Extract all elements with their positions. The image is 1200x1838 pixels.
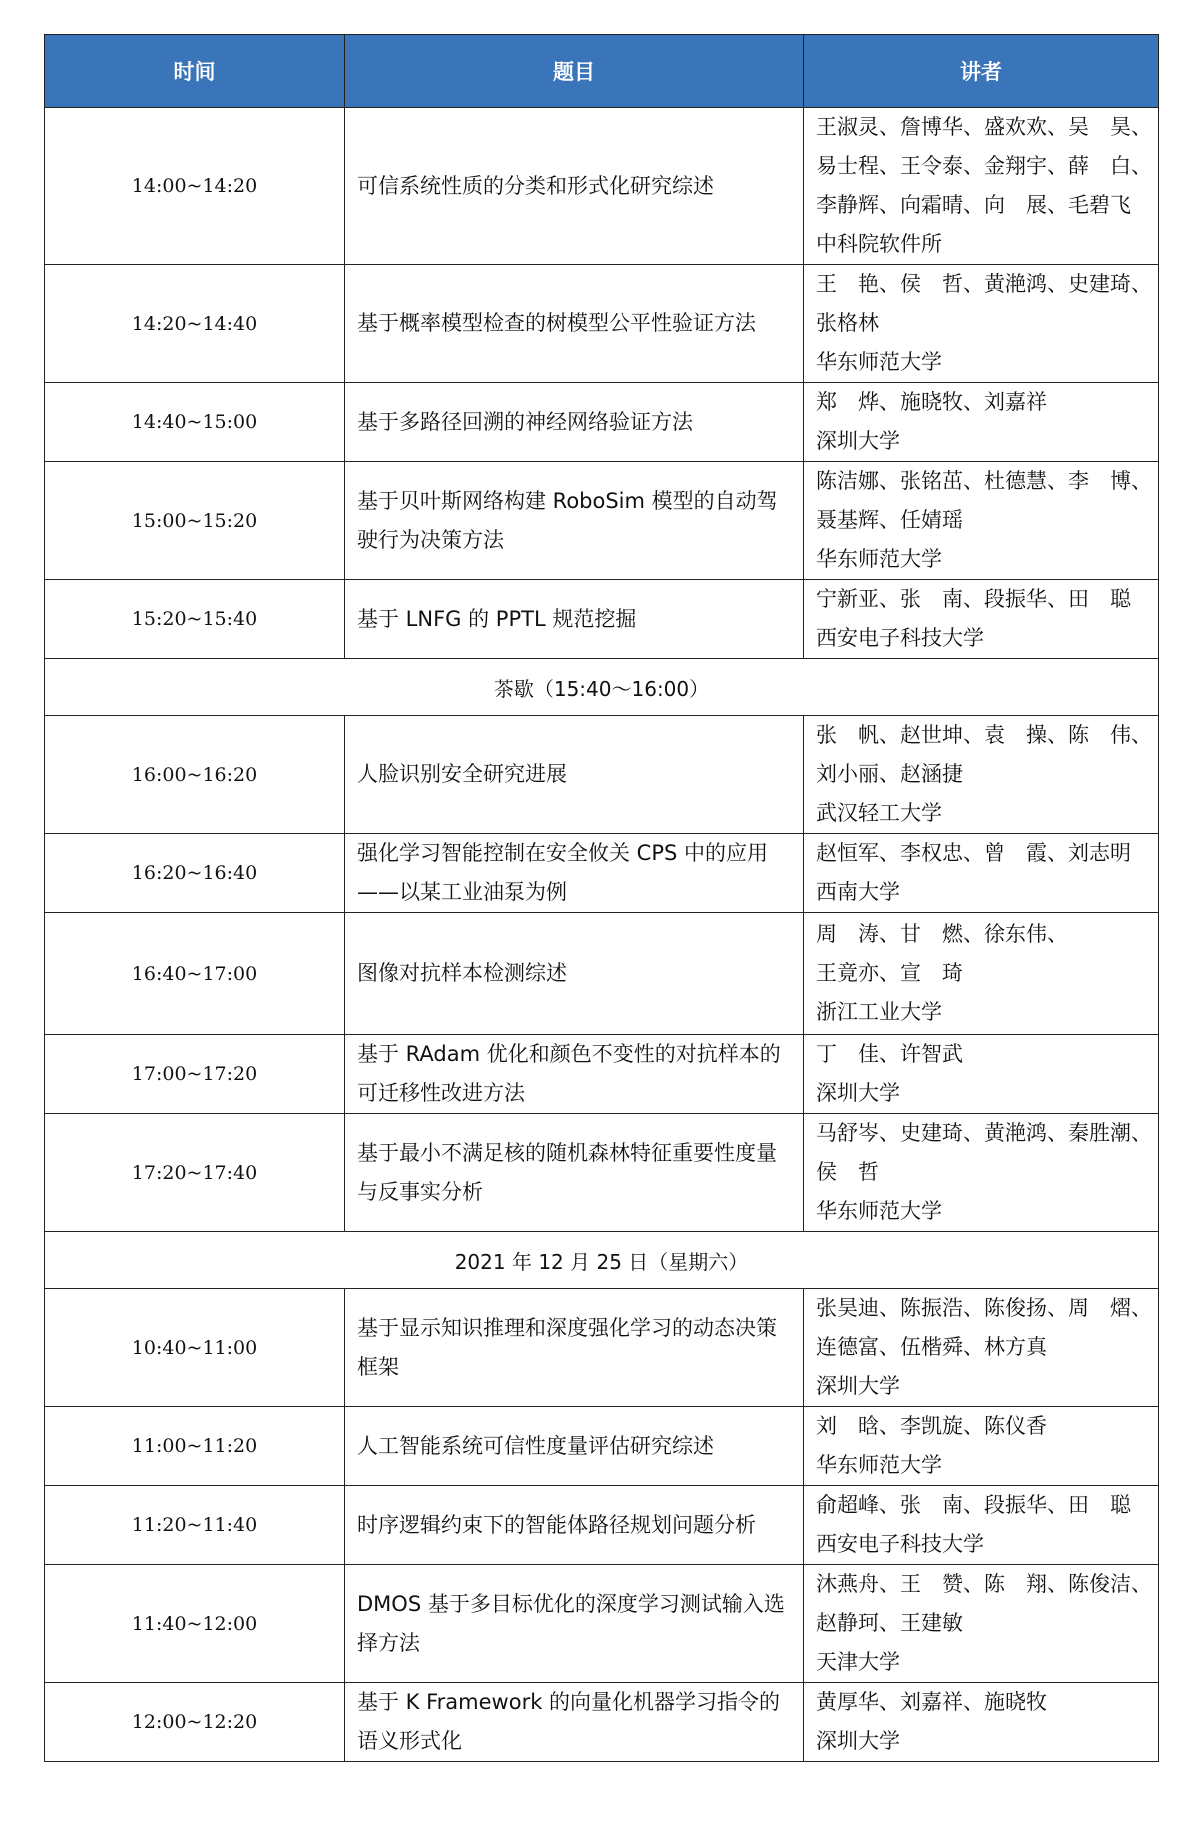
speaker-cell bbox=[804, 1035, 1159, 1114]
speaker-cell bbox=[804, 1565, 1159, 1683]
table-row bbox=[45, 462, 1159, 580]
topic-cell: 基于多路径回溯的神经网络验证方法 bbox=[345, 383, 804, 462]
speaker-names: 李静辉、向霜晴、向 展、毛碧飞 bbox=[816, 193, 1131, 217]
speaker-cell bbox=[804, 1407, 1159, 1486]
speaker-names: 陈洁娜、张铭茁、杜德慧、李 博、 bbox=[816, 469, 1152, 493]
table-row bbox=[45, 1114, 1159, 1232]
topic-cell: DMOS 基于多目标优化的深度学习测试输入选择方法 bbox=[345, 1565, 804, 1683]
speaker-names: 宁新亚、张 南、段振华、田 聪 bbox=[816, 587, 1131, 611]
topic-cell: 基于 K Framework 的向量化机器学习指令的语义形式化 bbox=[345, 1683, 804, 1762]
time-cell: 15:00~15:20 bbox=[45, 462, 345, 580]
speaker-cell bbox=[804, 108, 1159, 265]
time-cell: 14:20~14:40 bbox=[45, 265, 345, 383]
time-cell: 11:40~12:00 bbox=[45, 1565, 345, 1683]
speaker-names: 王 艳、侯 哲、黄滟鸿、史建琦、 bbox=[816, 272, 1152, 296]
table-row bbox=[45, 265, 1159, 383]
table-row bbox=[45, 108, 1159, 265]
header-speaker: 讲者 bbox=[804, 35, 1159, 108]
break-row-label: 茶歇（15:40～16:00） bbox=[45, 659, 1159, 716]
topic-cell: 图像对抗样本检测综述 bbox=[345, 913, 804, 1035]
break-row bbox=[45, 659, 1159, 716]
header-time: 时间 bbox=[45, 35, 345, 108]
speaker-names: 连德富、伍楷舜、林方真 bbox=[816, 1335, 1047, 1359]
speaker-names: 俞超峰、张 南、段振华、田 聪 bbox=[816, 1493, 1131, 1517]
time-cell: 14:40~15:00 bbox=[45, 383, 345, 462]
time-cell: 16:00~16:20 bbox=[45, 716, 345, 834]
speaker-cell bbox=[804, 716, 1159, 834]
topic-cell: 基于贝叶斯网络构建 RoboSim 模型的自动驾驶行为决策方法 bbox=[345, 462, 804, 580]
speaker-affiliation: 西安电子科技大学 bbox=[816, 626, 984, 650]
speaker-names: 王竟亦、宣 琦 bbox=[816, 961, 963, 985]
time-cell: 16:20~16:40 bbox=[45, 834, 345, 913]
speaker-affiliation: 武汉轻工大学 bbox=[816, 801, 942, 825]
speaker-affiliation: 天津大学 bbox=[816, 1650, 900, 1674]
speaker-affiliation: 浙江工业大学 bbox=[816, 1000, 942, 1024]
time-cell: 11:00~11:20 bbox=[45, 1407, 345, 1486]
speaker-affiliation: 深圳大学 bbox=[816, 429, 900, 453]
speaker-affiliation: 深圳大学 bbox=[816, 1374, 900, 1398]
speaker-affiliation: 深圳大学 bbox=[816, 1729, 900, 1753]
table-row bbox=[45, 913, 1159, 1035]
speaker-names: 聂基辉、任婧瑶 bbox=[816, 508, 963, 532]
topic-cell: 人脸识别安全研究进展 bbox=[345, 716, 804, 834]
speaker-cell bbox=[804, 1486, 1159, 1565]
speaker-names: 刘 晗、李凯旋、陈仪香 bbox=[816, 1414, 1047, 1438]
speaker-names: 赵恒军、李权忠、曾 霞、刘志明 bbox=[816, 841, 1131, 865]
topic-cell: 基于概率模型检查的树模型公平性验证方法 bbox=[345, 265, 804, 383]
speaker-cell bbox=[804, 913, 1159, 1035]
table-row bbox=[45, 716, 1159, 834]
topic-cell: 时序逻辑约束下的智能体路径规划问题分析 bbox=[345, 1486, 804, 1565]
table-row bbox=[45, 1035, 1159, 1114]
speaker-cell bbox=[804, 265, 1159, 383]
speaker-names: 黄厚华、刘嘉祥、施晓牧 bbox=[816, 1690, 1047, 1714]
topic-cell: 基于最小不满足核的随机森林特征重要性度量与反事实分析 bbox=[345, 1114, 804, 1232]
speaker-cell bbox=[804, 462, 1159, 580]
time-cell: 14:00~14:20 bbox=[45, 108, 345, 265]
time-cell: 17:20~17:40 bbox=[45, 1114, 345, 1232]
speaker-names: 张昊迪、陈振浩、陈俊扬、周 熠、 bbox=[816, 1296, 1152, 1320]
speaker-affiliation: 华东师范大学 bbox=[816, 350, 942, 374]
date-row-label: 2021 年 12 月 25 日（星期六） bbox=[45, 1232, 1159, 1289]
table-row bbox=[45, 580, 1159, 659]
speaker-affiliation: 西南大学 bbox=[816, 880, 900, 904]
topic-cell: 人工智能系统可信性度量评估研究综述 bbox=[345, 1407, 804, 1486]
date-row bbox=[45, 1232, 1159, 1289]
speaker-names: 马舒岑、史建琦、黄滟鸿、秦胜潮、 bbox=[816, 1121, 1152, 1145]
speaker-names: 沐燕舟、王 赞、陈 翔、陈俊洁、 bbox=[816, 1572, 1152, 1596]
topic-cell: 强化学习智能控制在安全攸关 CPS 中的应用——以某工业油泵为例 bbox=[345, 834, 804, 913]
header-topic: 题目 bbox=[345, 35, 804, 108]
time-cell: 15:20~15:40 bbox=[45, 580, 345, 659]
table-row bbox=[45, 1289, 1159, 1407]
schedule-table bbox=[44, 34, 1159, 1762]
table-row bbox=[45, 1565, 1159, 1683]
time-cell: 16:40~17:00 bbox=[45, 913, 345, 1035]
table-row bbox=[45, 834, 1159, 913]
speaker-cell bbox=[804, 834, 1159, 913]
speaker-affiliation: 华东师范大学 bbox=[816, 1199, 942, 1223]
speaker-names: 郑 烨、施晓牧、刘嘉祥 bbox=[816, 390, 1047, 414]
topic-cell: 基于显示知识推理和深度强化学习的动态决策框架 bbox=[345, 1289, 804, 1407]
speaker-cell bbox=[804, 1289, 1159, 1407]
time-cell: 12:00~12:20 bbox=[45, 1683, 345, 1762]
speaker-names: 刘小丽、赵涵捷 bbox=[816, 762, 963, 786]
speaker-names: 丁 佳、许智武 bbox=[816, 1042, 963, 1066]
table-row bbox=[45, 1683, 1159, 1762]
header-row bbox=[45, 35, 1159, 108]
speaker-affiliation: 华东师范大学 bbox=[816, 1453, 942, 1477]
speaker-cell bbox=[804, 1683, 1159, 1762]
topic-cell: 基于 RAdam 优化和颜色不变性的对抗样本的可迁移性改进方法 bbox=[345, 1035, 804, 1114]
speaker-affiliation: 中科院软件所 bbox=[816, 232, 942, 256]
topic-cell: 可信系统性质的分类和形式化研究综述 bbox=[345, 108, 804, 265]
speaker-names: 侯 哲 bbox=[816, 1160, 879, 1184]
speaker-affiliation: 华东师范大学 bbox=[816, 547, 942, 571]
time-cell: 10:40~11:00 bbox=[45, 1289, 345, 1407]
speaker-names: 张格林 bbox=[816, 311, 879, 335]
speaker-affiliation: 西安电子科技大学 bbox=[816, 1532, 984, 1556]
table-row bbox=[45, 1486, 1159, 1565]
speaker-cell bbox=[804, 1114, 1159, 1232]
speaker-cell bbox=[804, 580, 1159, 659]
speaker-names: 王淑灵、詹博华、盛欢欢、吴 昊、 bbox=[816, 115, 1152, 139]
table-row bbox=[45, 1407, 1159, 1486]
time-cell: 11:20~11:40 bbox=[45, 1486, 345, 1565]
speaker-cell bbox=[804, 383, 1159, 462]
topic-cell: 基于 LNFG 的 PPTL 规范挖掘 bbox=[345, 580, 804, 659]
time-cell: 17:00~17:20 bbox=[45, 1035, 345, 1114]
speaker-names: 易士程、王令泰、金翔宇、薛 白、 bbox=[816, 154, 1152, 178]
speaker-affiliation: 深圳大学 bbox=[816, 1081, 900, 1105]
speaker-names: 张 帆、赵世坤、袁 操、陈 伟、 bbox=[816, 723, 1152, 747]
speaker-names: 赵静珂、王建敏 bbox=[816, 1611, 963, 1635]
table-row bbox=[45, 383, 1159, 462]
speaker-names: 周 涛、甘 燃、徐东伟、 bbox=[816, 922, 1068, 946]
